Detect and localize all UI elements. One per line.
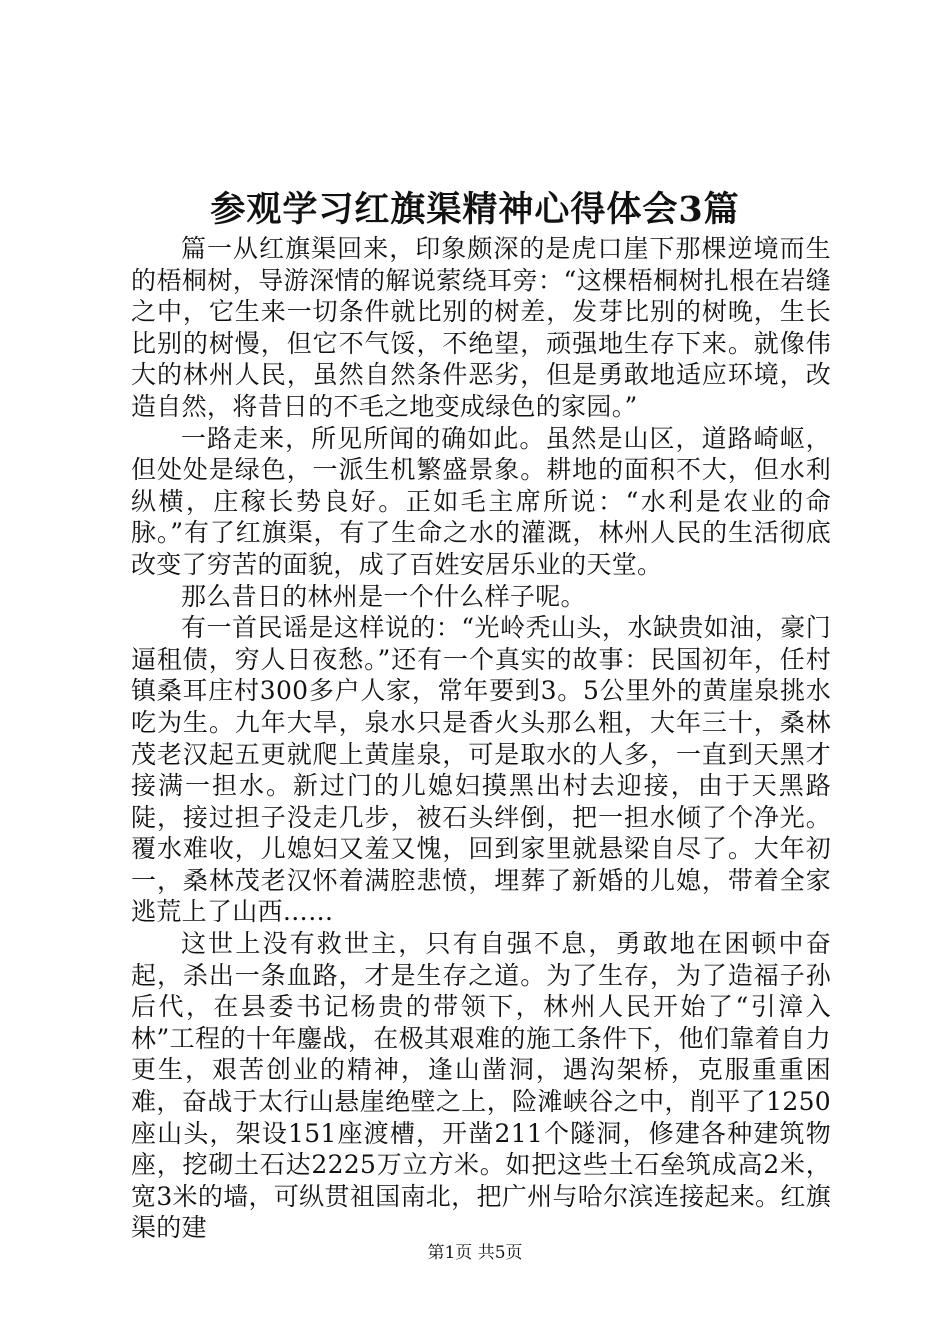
paragraph-2: 一路走来，所见所闻的确如此。虽然是山区，道路崎岖，但处处是绿色，一派生机繁盛景象。耕地的面积不大，但水利纵横，庄稼长势良好。正如毛主席所说：“水利是农业的命脉。”有了红旗渠，有了生命之水的灌溉，林州人民的生活彻底改变了穷苦的面貌，成了百姓安居乐业的天堂。 (131, 423, 831, 579)
paragraph-1: 篇一从红旗渠回来，印象颇深的是虎口崖下那棵逆境而生的梧桐树，导游深情的解说萦绕耳旁：“这棵梧桐树扎根在岩缝之中，它生来一切条件就比别的树差，发芽比别的树晚，生长比别的树慢，但它不气馁，不绝望，顽强地生存下来。就像伟大的林州人民，虽然自然条件恶劣，但是勇敢地适应环境，改造自然，将昔日的不毛之地变成绿色的家园。” (131, 234, 831, 421)
document-title: 参观学习红旗渠精神心得体会3篇 (210, 189, 740, 230)
paragraph-3: 那么昔日的林州是一个什么样子呢。 (181, 581, 586, 611)
paragraph-5: 这世上没有救世主，只有自强不息，勇敢地在困顿中奋起，杀出一条血路，才是生存之道。为了生存，为了造福子孙后代，在县委书记杨贵的带领下，林州人民开始了“引漳入林”工程的十年鏖战，在极其艰难的施工条件下，他们靠着自力更生，艰苦创业的精神，逢山凿洞，遇沟架桥，克服重重困难，奋战于太行山悬崖绝壁之上，险滩峡谷之中，削平了1250座山头，架设151座渡槽，开凿211个隧洞，修建各种建筑物座，挖砌土石达2225万立方米。如把这些土石垒筑成高2米，宽3米的墙，可纵贯祖国南北，把广州与哈尔滨连接起来。红旗渠的建 (131, 929, 831, 1243)
paragraph-4: 有一首民谣是这样说的：“光岭秃山头，水缺贵如油，豪门逼租债，穷人日夜愁。”还有一个真实的故事：民国初年，任村镇桑耳庄村300多户人家，常年要到3。5公里外的黄崖泉挑水吃为生。九年大旱，泉水只是香火头那么粗，大年三十，桑林茂老汉起五更就爬上黄崖泉，可是取水的人多，一直到天黑才接满一担水。新过门的儿媳妇摸黑出村去迎接，由于天黑路陡，接过担子没走几步，被石头绊倒，把一担水倾了个净光。覆水难收，儿媳妇又羞又愧，回到家里就悬梁自尽了。大年初一，桑林茂老汉怀着满腔悲愤，埋葬了新婚的儿媳，带着全家逃荒上了山西…… (131, 613, 831, 927)
document-body (131, 233, 831, 1244)
page-footer: 第1页 共5页 (427, 1243, 523, 1263)
